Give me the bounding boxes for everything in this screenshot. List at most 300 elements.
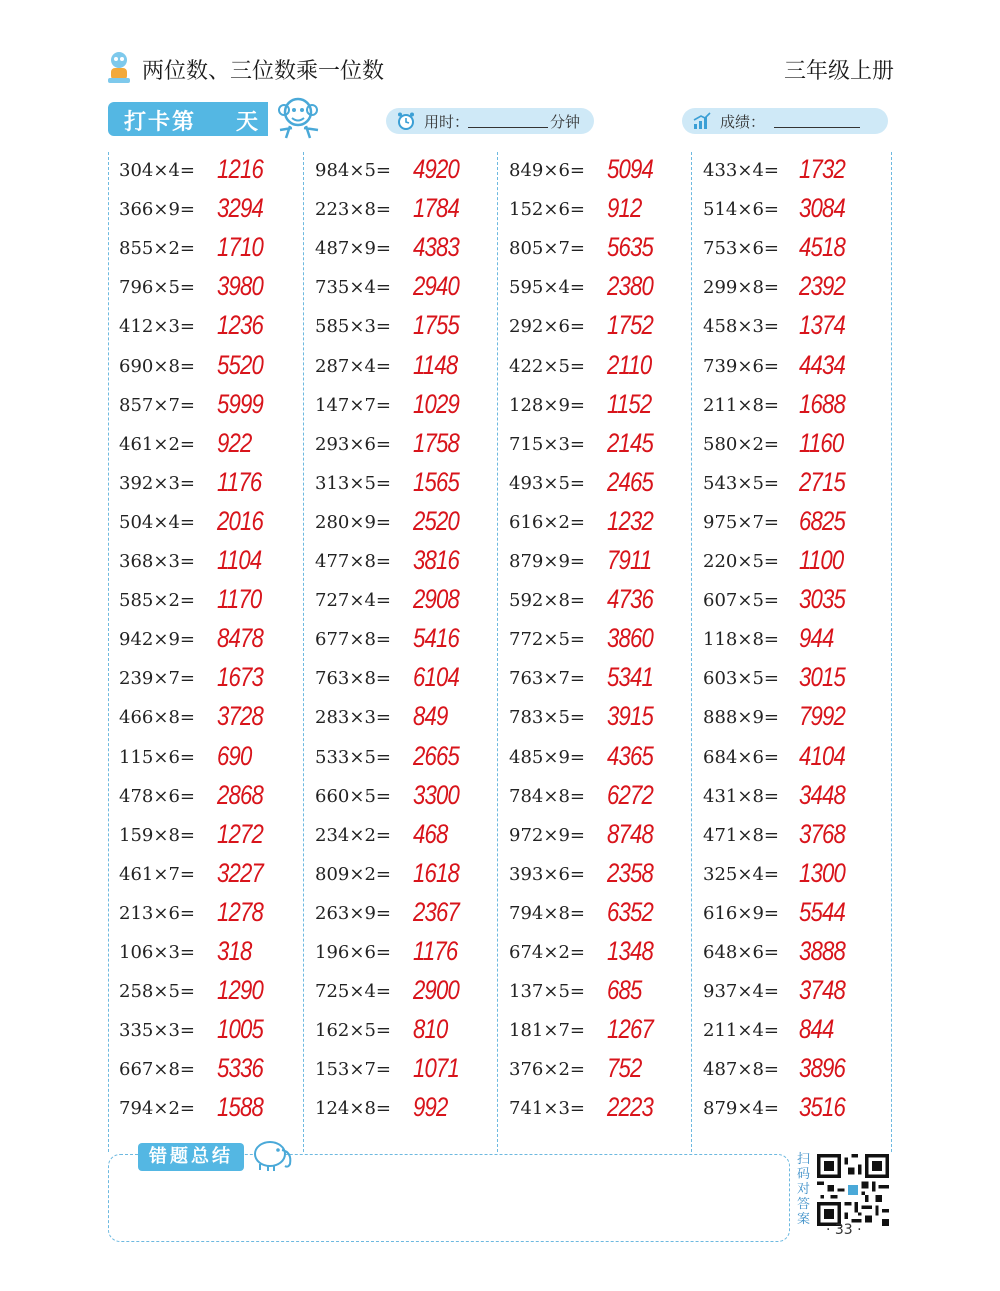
handwritten-answer[interactable]: 1148 <box>413 349 458 380</box>
problem-row <box>703 505 889 547</box>
problem-row <box>509 156 695 195</box>
problem-row <box>119 703 305 742</box>
problem-row <box>119 1016 305 1055</box>
problem-row <box>509 818 695 860</box>
handwritten-answer[interactable]: 1176 <box>217 466 262 497</box>
problem-question: 478×6= <box>119 785 195 807</box>
problem-question: 458×3= <box>703 316 779 338</box>
handwritten-answer[interactable]: 2367 <box>413 896 459 927</box>
alarm-clock-icon <box>396 111 416 131</box>
problem-row <box>703 273 889 312</box>
score-blank[interactable] <box>774 127 860 128</box>
problem-row <box>315 703 501 742</box>
column-divider <box>691 152 692 1152</box>
problem-question: 879×9= <box>509 551 585 572</box>
handwritten-answer[interactable]: 3860 <box>607 623 653 654</box>
problem-question: 181×7= <box>509 1020 585 1042</box>
problem-row <box>703 195 889 234</box>
handwritten-answer[interactable]: 3227 <box>217 857 263 888</box>
problem-row <box>509 427 695 469</box>
handwritten-answer[interactable]: 6104 <box>413 662 459 693</box>
handwritten-answer[interactable]: 3728 <box>217 701 263 732</box>
handwritten-answer[interactable]: 1290 <box>217 975 263 1006</box>
problem-question: 784×8= <box>509 785 585 807</box>
handwritten-answer[interactable]: 844 <box>799 1014 834 1045</box>
problem-row <box>315 388 501 430</box>
problem-question: 741×3= <box>509 1098 585 1120</box>
problem-question: 667×8= <box>119 1059 195 1081</box>
handwritten-answer[interactable]: 4365 <box>607 740 653 771</box>
rising-chart-icon <box>692 111 712 131</box>
handwritten-answer[interactable]: 1104 <box>217 545 262 575</box>
handwritten-answer[interactable]: 2465 <box>607 466 653 497</box>
problem-question: 975×7= <box>703 511 779 533</box>
problem-question: 393×6= <box>509 863 585 885</box>
problem-question: 648×6= <box>703 942 779 963</box>
problem-row <box>315 740 501 782</box>
handwritten-answer[interactable]: 4920 <box>413 154 459 184</box>
handwritten-answer[interactable]: 3035 <box>799 584 845 615</box>
problem-question: 487×9= <box>315 238 391 260</box>
handwritten-answer[interactable]: 690 <box>217 740 252 771</box>
handwritten-answer[interactable]: 2665 <box>413 740 459 771</box>
problem-row <box>119 977 305 1016</box>
problem-row <box>703 977 889 1016</box>
handwritten-answer[interactable]: 4383 <box>413 232 459 263</box>
problem-question: 725×4= <box>315 981 391 1003</box>
problem-question: 106×3= <box>119 942 195 963</box>
handwritten-answer[interactable]: 3084 <box>799 193 845 224</box>
handwritten-answer[interactable]: 922 <box>217 427 252 458</box>
problem-row <box>509 664 695 703</box>
problem-row <box>119 312 305 351</box>
handwritten-answer[interactable]: 685 <box>607 975 642 1006</box>
handwritten-answer[interactable]: 7911 <box>607 545 652 575</box>
problem-row <box>119 664 305 703</box>
handwritten-answer[interactable]: 3816 <box>413 545 459 575</box>
problem-question: 543×5= <box>703 472 779 494</box>
problem-question: 735×4= <box>315 277 391 299</box>
problem-row <box>119 273 305 312</box>
problem-question: 857×7= <box>119 394 195 416</box>
problem-row <box>315 896 501 938</box>
problem-question: 293×6= <box>315 433 391 455</box>
handwritten-answer[interactable]: 992 <box>413 1092 448 1123</box>
problem-question: 739×6= <box>703 355 779 377</box>
handwritten-answer[interactable]: 1300 <box>799 857 845 888</box>
problem-row <box>119 896 305 938</box>
handwritten-answer[interactable]: 912 <box>607 193 642 224</box>
problem-question: 585×2= <box>119 590 195 612</box>
handwritten-answer[interactable]: 5544 <box>799 896 845 927</box>
problem-question: 592×8= <box>509 590 585 612</box>
handwritten-answer[interactable]: 3516 <box>799 1092 845 1123</box>
handwritten-answer[interactable]: 6352 <box>607 896 653 927</box>
problem-row <box>315 1016 501 1055</box>
problem-question: 433×4= <box>703 160 779 181</box>
problem-question: 196×6= <box>315 942 391 963</box>
handwritten-answer[interactable]: 1673 <box>217 662 263 693</box>
problem-row <box>315 234 501 273</box>
problem-question: 805×7= <box>509 238 585 260</box>
problem-row <box>119 857 305 899</box>
problem-question: 159×8= <box>119 824 195 846</box>
problem-row <box>119 234 305 273</box>
problem-row <box>509 740 695 782</box>
time-blank[interactable] <box>468 127 548 128</box>
problem-question: 514×6= <box>703 199 779 221</box>
time-unit: 分钟 <box>550 113 581 131</box>
handwritten-answer[interactable]: 4104 <box>799 740 845 771</box>
problem-row <box>315 466 501 508</box>
problem-row <box>703 703 889 742</box>
problem-row <box>703 779 889 821</box>
handwritten-answer[interactable]: 2868 <box>217 779 263 810</box>
problem-question: 972×9= <box>509 824 585 846</box>
problem-question: 313×5= <box>315 472 391 494</box>
handwritten-answer[interactable]: 1152 <box>607 388 652 419</box>
mascot-logo-icon <box>104 50 134 84</box>
problem-row <box>703 466 889 508</box>
problem-row <box>119 1055 305 1094</box>
handwritten-answer[interactable]: 1100 <box>799 545 844 575</box>
problem-question: 595×4= <box>509 277 585 299</box>
handwritten-answer[interactable]: 1758 <box>413 427 459 458</box>
problem-question: 283×3= <box>315 707 391 729</box>
handwritten-answer[interactable]: 3915 <box>607 701 653 732</box>
handwritten-answer[interactable]: 3896 <box>799 1053 845 1084</box>
problem-row <box>119 195 305 234</box>
handwritten-answer[interactable]: 1005 <box>217 1014 263 1045</box>
problem-row <box>315 857 501 899</box>
problem-question: 128×9= <box>509 394 585 416</box>
problem-question: 849×6= <box>509 160 585 181</box>
problem-question: 809×2= <box>315 863 391 885</box>
problem-question: 461×7= <box>119 863 195 885</box>
handwritten-answer[interactable]: 1170 <box>217 584 262 615</box>
problem-row <box>509 505 695 547</box>
handwritten-answer[interactable]: 318 <box>217 936 252 966</box>
handwritten-answer[interactable]: 6272 <box>607 779 653 810</box>
problem-question: 118×8= <box>703 629 779 651</box>
handwritten-answer[interactable]: 1216 <box>217 154 263 184</box>
handwritten-answer[interactable]: 1688 <box>799 388 845 419</box>
problem-row <box>509 195 695 234</box>
time-label: 用时： <box>424 113 470 131</box>
checkin-day-label: 天 <box>236 110 259 135</box>
problem-row <box>509 779 695 821</box>
problem-row <box>509 273 695 312</box>
handwritten-answer[interactable]: 1588 <box>217 1092 263 1123</box>
problem-question: 211×8= <box>703 394 779 416</box>
problem-row <box>315 195 501 234</box>
problem-question: 487×8= <box>703 1059 779 1081</box>
problem-row <box>119 466 305 508</box>
scan-answers-label: 扫码对答案 <box>797 1152 811 1227</box>
score-field[interactable] <box>682 108 888 134</box>
page-header <box>104 50 894 94</box>
handwritten-answer[interactable]: 5416 <box>413 623 459 654</box>
handwritten-answer[interactable]: 2223 <box>607 1092 653 1123</box>
handwritten-answer[interactable]: 2940 <box>413 271 459 302</box>
problem-row <box>119 547 305 586</box>
problem-row <box>119 427 305 469</box>
problem-row <box>315 547 501 586</box>
problem-question: 580×2= <box>703 433 779 455</box>
problem-question: 280×9= <box>315 511 391 533</box>
handwritten-answer[interactable]: 1232 <box>607 505 653 536</box>
problem-row <box>509 703 695 742</box>
handwritten-answer[interactable]: 810 <box>413 1014 448 1045</box>
handwritten-answer[interactable]: 2145 <box>607 427 653 458</box>
problem-question: 660×5= <box>315 785 391 807</box>
problem-row <box>119 938 305 977</box>
handwritten-answer[interactable]: 3015 <box>799 662 845 693</box>
problem-row <box>703 818 889 860</box>
problem-question: 485×9= <box>509 746 585 768</box>
handwritten-answer[interactable]: 1618 <box>413 857 459 888</box>
handwritten-answer[interactable]: 1272 <box>217 818 263 849</box>
problem-question: 292×6= <box>509 316 585 338</box>
handwritten-answer[interactable]: 1071 <box>413 1053 459 1084</box>
handwritten-answer[interactable]: 2392 <box>799 271 845 302</box>
handwritten-answer[interactable]: 1176 <box>413 936 458 966</box>
problem-question: 258×5= <box>119 981 195 1003</box>
problem-question: 879×4= <box>703 1098 779 1120</box>
problem-question: 392×3= <box>119 472 195 494</box>
problem-row <box>703 938 889 977</box>
problem-row <box>703 857 889 899</box>
qr-code-icon[interactable] <box>817 1154 889 1226</box>
problem-row <box>315 1094 501 1133</box>
handwritten-answer[interactable]: 468 <box>413 818 448 849</box>
problem-row <box>509 1055 695 1094</box>
checkin-banner <box>108 102 268 136</box>
handwritten-answer[interactable]: 849 <box>413 701 448 732</box>
problem-question: 585×3= <box>315 316 391 338</box>
problem-question: 783×5= <box>509 707 585 729</box>
handwritten-answer[interactable]: 1752 <box>607 310 653 341</box>
handwritten-answer[interactable]: 1236 <box>217 310 263 341</box>
monkey-icon <box>272 94 324 142</box>
handwritten-answer[interactable]: 1160 <box>799 427 844 458</box>
problem-row <box>509 857 695 899</box>
handwritten-answer[interactable]: 5336 <box>217 1053 263 1084</box>
problem-question: 477×8= <box>315 551 391 572</box>
handwritten-answer[interactable]: 2110 <box>607 349 652 380</box>
problem-row <box>119 586 305 625</box>
handwritten-answer[interactable]: 752 <box>607 1053 642 1084</box>
problem-column <box>693 152 887 1152</box>
problem-question: 325×4= <box>703 863 779 885</box>
problem-row <box>509 349 695 391</box>
handwritten-answer[interactable]: 8748 <box>607 818 653 849</box>
grade-label: 三年级上册 <box>783 59 894 84</box>
problem-row <box>315 938 501 977</box>
problem-question: 616×9= <box>703 902 779 924</box>
problem-row <box>119 779 305 821</box>
handwritten-answer[interactable]: 2358 <box>607 857 653 888</box>
problem-row <box>119 349 305 391</box>
problem-question: 220×5= <box>703 551 779 572</box>
handwritten-answer[interactable]: 4518 <box>799 232 845 263</box>
problem-question: 376×2= <box>509 1059 585 1081</box>
problem-question: 677×8= <box>315 629 391 651</box>
problem-row <box>703 156 889 195</box>
problem-row <box>509 234 695 273</box>
handwritten-answer[interactable]: 3748 <box>799 975 845 1006</box>
problem-question: 234×2= <box>315 824 391 846</box>
problem-question: 304×4= <box>119 160 195 181</box>
column-divider <box>303 152 304 1152</box>
problem-row <box>509 625 695 664</box>
handwritten-answer[interactable]: 4736 <box>607 584 653 615</box>
handwritten-answer[interactable]: 944 <box>799 623 834 654</box>
handwritten-answer[interactable]: 4434 <box>799 349 845 380</box>
problem-question: 937×4= <box>703 981 779 1003</box>
handwritten-answer[interactable]: 3300 <box>413 779 459 810</box>
handwritten-answer[interactable]: 6825 <box>799 505 845 536</box>
problem-row <box>315 664 501 703</box>
problem-question: 213×6= <box>119 902 195 924</box>
problem-row <box>315 586 501 625</box>
problem-row <box>315 427 501 469</box>
problem-question: 763×7= <box>509 668 585 690</box>
handwritten-answer[interactable]: 3448 <box>799 779 845 810</box>
problem-row <box>315 505 501 547</box>
problem-row <box>315 818 501 860</box>
problem-column <box>305 152 499 1152</box>
problem-row <box>119 388 305 430</box>
problem-row <box>315 625 501 664</box>
problem-question: 422×5= <box>509 355 585 377</box>
handwritten-answer[interactable]: 1267 <box>607 1014 653 1045</box>
problem-question: 431×8= <box>703 785 779 807</box>
handwritten-answer[interactable]: 5999 <box>217 388 263 419</box>
problem-question: 115×6= <box>119 746 195 768</box>
handwritten-answer[interactable]: 2715 <box>799 466 845 497</box>
problem-row <box>703 1094 889 1133</box>
problem-row <box>119 740 305 782</box>
handwritten-answer[interactable]: 2380 <box>607 271 653 302</box>
handwritten-answer[interactable]: 3888 <box>799 936 845 966</box>
handwritten-answer[interactable]: 3980 <box>217 271 263 302</box>
problem-question: 335×3= <box>119 1020 195 1042</box>
handwritten-answer[interactable]: 2520 <box>413 505 459 536</box>
problem-question: 466×8= <box>119 707 195 729</box>
handwritten-answer[interactable]: 5094 <box>607 154 653 184</box>
elephant-icon <box>248 1136 294 1172</box>
problem-column <box>499 152 693 1152</box>
column-divider <box>497 152 498 1152</box>
problem-question: 461×2= <box>119 433 195 455</box>
problem-question: 715×3= <box>509 433 585 455</box>
problem-question: 772×5= <box>509 629 585 651</box>
handwritten-answer[interactable]: 3768 <box>799 818 845 849</box>
problem-question: 504×4= <box>119 511 195 533</box>
problem-row <box>315 312 501 351</box>
problem-row <box>119 156 305 195</box>
problem-question: 137×5= <box>509 981 585 1003</box>
handwritten-answer[interactable]: 8478 <box>217 623 263 654</box>
handwritten-answer[interactable]: 1755 <box>413 310 459 341</box>
page-title: 两位数、三位数乘一位数 <box>142 59 385 84</box>
problem-question: 727×4= <box>315 590 391 612</box>
problem-row <box>119 818 305 860</box>
problem-row <box>703 664 889 703</box>
problem-question: 366×9= <box>119 199 195 221</box>
handwritten-answer[interactable]: 5520 <box>217 349 263 380</box>
problem-question: 855×2= <box>119 238 195 260</box>
problem-question: 942×9= <box>119 629 195 651</box>
time-field[interactable] <box>386 108 594 134</box>
problem-row <box>119 505 305 547</box>
score-label: 成绩： <box>720 113 766 131</box>
problem-question: 299×8= <box>703 277 779 299</box>
problem-question: 684×6= <box>703 746 779 768</box>
handwritten-answer[interactable]: 1278 <box>217 896 263 927</box>
page-number: · 33 · <box>826 1222 862 1238</box>
handwritten-answer[interactable]: 1784 <box>413 193 459 224</box>
handwritten-answer[interactable]: 2016 <box>217 505 263 536</box>
handwritten-answer[interactable]: 7992 <box>799 701 845 732</box>
handwritten-answer[interactable]: 1348 <box>607 936 653 966</box>
handwritten-answer[interactable]: 1710 <box>217 232 263 263</box>
problem-question: 616×2= <box>509 511 585 533</box>
problem-row <box>315 1055 501 1094</box>
handwritten-answer[interactable]: 1374 <box>799 310 845 341</box>
handwritten-answer[interactable]: 5341 <box>607 662 653 693</box>
problem-row <box>703 1055 889 1094</box>
problem-row <box>703 427 889 469</box>
handwritten-answer[interactable]: 2908 <box>413 584 459 615</box>
problem-question: 211×4= <box>703 1020 779 1042</box>
error-summary-label: 错题总结 <box>138 1143 244 1171</box>
problem-row <box>509 977 695 1016</box>
problem-question: 794×2= <box>119 1098 195 1120</box>
problem-row <box>703 1016 889 1055</box>
problem-row <box>703 234 889 273</box>
handwritten-answer[interactable]: 1732 <box>799 154 845 184</box>
handwritten-answer[interactable]: 2900 <box>413 975 459 1006</box>
problem-question: 263×9= <box>315 902 391 924</box>
problem-row <box>703 349 889 391</box>
problem-question: 607×5= <box>703 590 779 612</box>
problem-row <box>509 466 695 508</box>
problem-row <box>509 388 695 430</box>
problem-question: 124×8= <box>315 1098 391 1120</box>
problem-question: 984×5= <box>315 160 391 181</box>
problem-row <box>703 625 889 664</box>
problem-grid <box>108 152 892 1152</box>
problem-row <box>119 1094 305 1133</box>
problem-row <box>509 1094 695 1133</box>
handwritten-answer[interactable]: 3294 <box>217 193 263 224</box>
problem-row <box>703 547 889 586</box>
problem-question: 412×3= <box>119 316 195 338</box>
problem-question: 533×5= <box>315 746 391 768</box>
handwritten-answer[interactable]: 5635 <box>607 232 653 263</box>
problem-question: 287×4= <box>315 355 391 377</box>
problem-question: 690×8= <box>119 355 195 377</box>
problem-question: 493×5= <box>509 472 585 494</box>
problem-question: 471×8= <box>703 824 779 846</box>
problem-row <box>703 312 889 351</box>
problem-question: 239×7= <box>119 668 195 690</box>
problem-question: 147×7= <box>315 394 391 416</box>
handwritten-answer[interactable]: 1565 <box>413 466 459 497</box>
handwritten-answer[interactable]: 1029 <box>413 388 459 419</box>
